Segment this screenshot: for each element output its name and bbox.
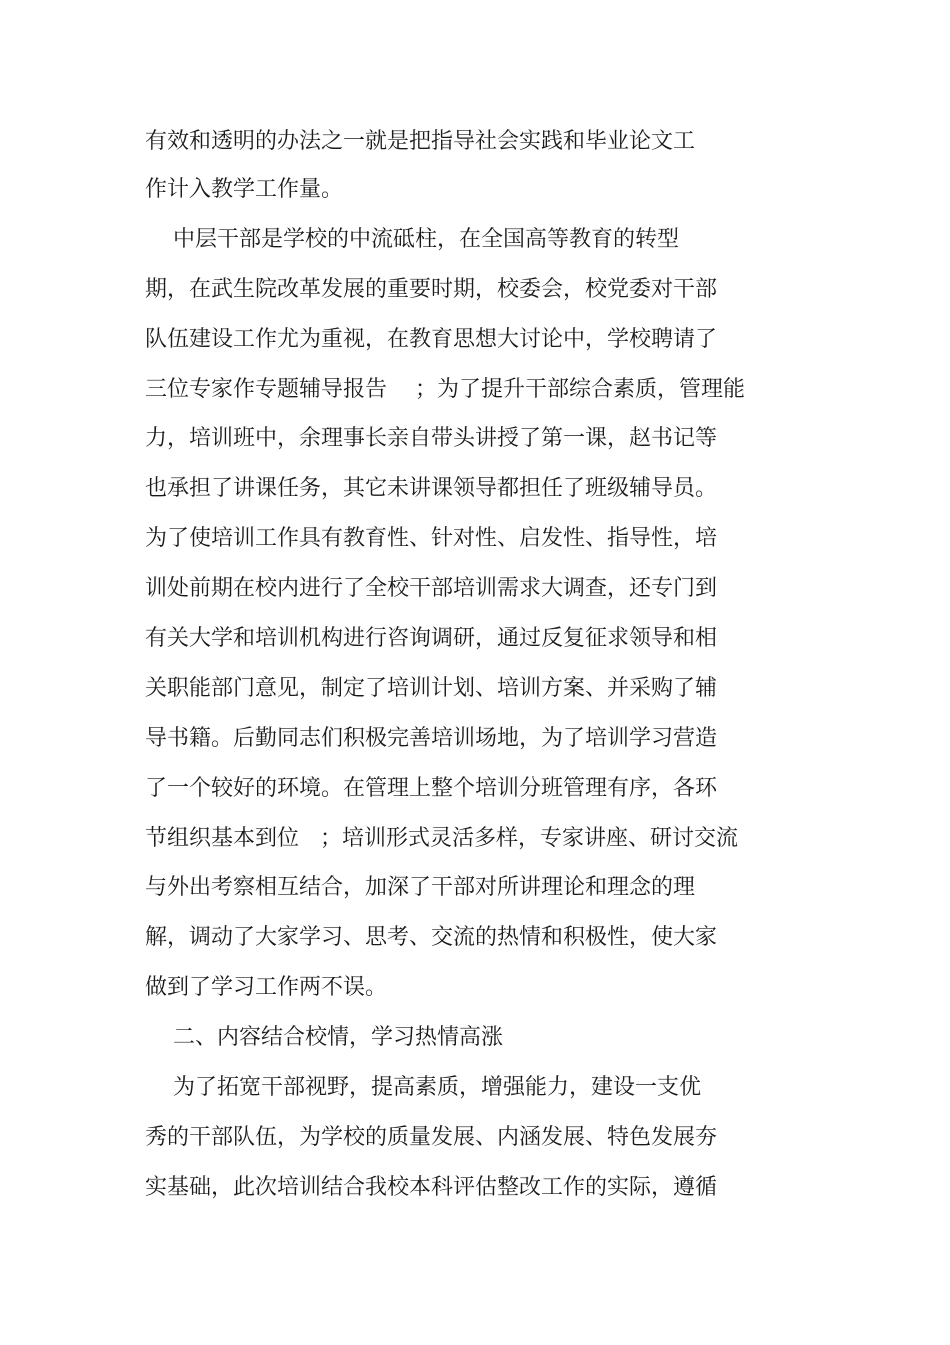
body-text [145, 118, 785, 1213]
text-line: 为了拓宽干部视野，提高素质，增强能力，建设一支优 [145, 1075, 701, 1101]
text-line: 有效和透明的办法之一就是把指导社会实践和毕业论文工 [145, 129, 696, 154]
section-heading: 二、内容结合校情，学习热情高涨 [145, 1025, 503, 1051]
text-line: 期，在武生院改革发展的重要时期，校委会，校党委对干部 [145, 276, 718, 302]
text-line: 秀的干部队伍，为学校的质量发展、内涵发展、特色发展夯 [145, 1124, 718, 1150]
text-line: 节组织基本到位 ；培训形式灵活多样，专家讲座、研讨交流 [145, 825, 738, 851]
text-line: 了一个较好的环境。在管理上整个培训分班管理有序，各环 [145, 775, 718, 801]
text-line: 三位专家作专题辅导报告 ；为了提升干部综合素质，管理能 [145, 376, 745, 402]
text-line: 作计入教学工作量。 [145, 177, 344, 202]
text-line: 有关大学和培训机构进行咨询调研，通过反复征求领导和相 [145, 626, 718, 652]
text-line: 导书籍。后勤同志们积极完善培训场地，为了培训学习营造 [145, 725, 718, 751]
text-line: 力，培训班中，余理事长亲自带头讲授了第一课，赵书记等 [145, 426, 718, 452]
text-line: 与外出考察相互结合，加深了干部对所讲理论和理念的理 [145, 875, 696, 901]
text-line: 训处前期在校内进行了全校干部培训需求大调查，还专门到 [145, 576, 718, 602]
text-line: 也承担了讲课任务，其它未讲课领导都担任了班级辅导员。 [145, 476, 718, 502]
text-line: 队伍建设工作尤为重视，在教育思想大讨论中，学校聘请了 [145, 326, 718, 352]
text-line: 做到了学习工作两不误。 [145, 975, 388, 1001]
text-line: 为了使培训工作具有教育性、针对性、启发性、指导性，培 [145, 526, 718, 552]
text-line: 关职能部门意见，制定了培训计划、培训方案、并采购了辅 [145, 675, 718, 701]
text-line: 中层干部是学校的中流砥柱，在全国高等教育的转型 [145, 226, 679, 252]
text-line: 实基础，此次培训结合我校本科评估整改工作的实际，遵循 [145, 1174, 718, 1200]
text-line: 解，调动了大家学习、思考、交流的热情和积极性，使大家 [145, 925, 718, 951]
